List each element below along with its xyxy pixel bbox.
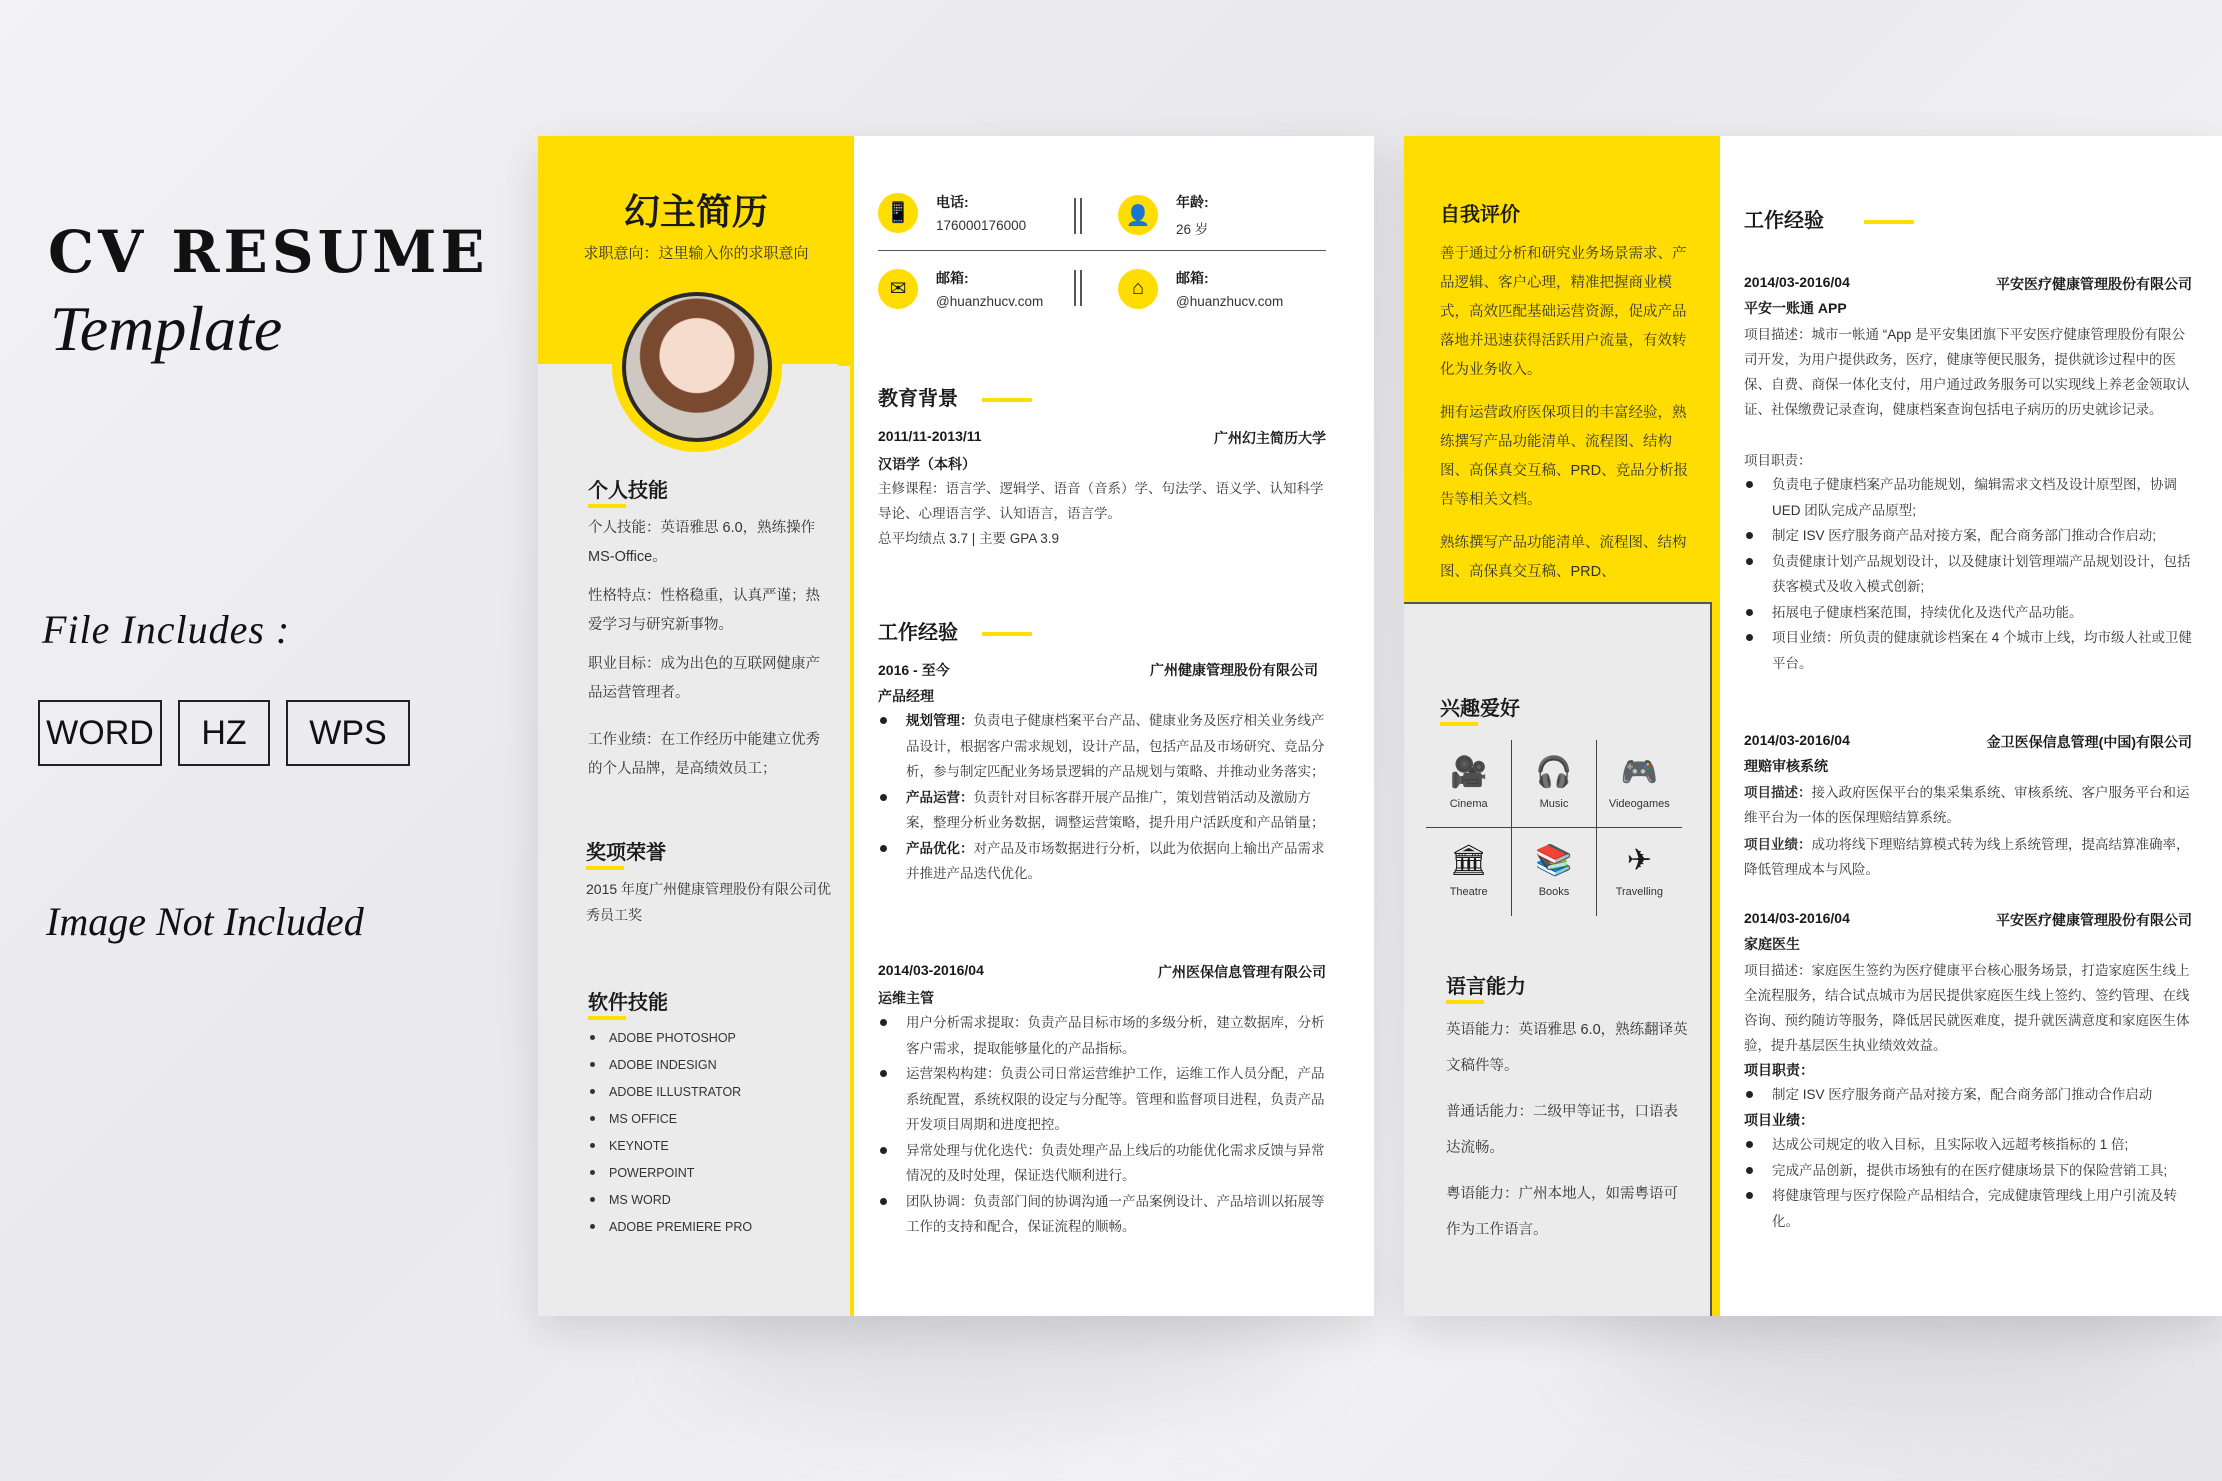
profile-photo — [626, 296, 768, 438]
list-item: 团队协调：负责部门间的协调沟通一产品案例设计、产品培训以拓展等工作的支持和配合，保证流程的顺畅。 — [878, 1189, 1326, 1240]
headphones-icon: 🎧 — [1535, 755, 1573, 789]
list-item: 运营架构构建：负责公司日常运营维护工作，运维工作人员分配，产品系统配置，系统权限的设定与分配等。管理和监督项目进程，负责产品开发项目周期和进度把控。 — [878, 1061, 1326, 1138]
list-item: 制定 ISV 医疗服务商产品对接方案，配合商务部门推动合作启动; — [1744, 523, 2192, 549]
hobby-theatre: 🏛 Theatre — [1449, 844, 1488, 898]
hobby-travelling: ✈ Travelling — [1615, 844, 1663, 898]
home-icon: ⌂ — [1118, 269, 1158, 309]
jobA-duties — [1744, 472, 2192, 676]
list-item: 项目业绩：所负责的健康就诊档案在 4 个城市上线，均市级人社或卫健平台。 — [1744, 625, 2192, 676]
jobC-desc: 项目描述：家庭医生签约为医疗健康平台核心服务场景，打造家庭医生线上全流程服务，结合试点城市为居民提供家庭医生线上签约、签约管理、在线咨询、预约随访等服务，降低居民就医难度，提升就医满意度和家庭医生体验，提升基层医生执业绩效效益。 — [1744, 963, 2190, 1053]
list-item: 负责健康计划产品规划设计，以及健康计划管理端产品规划设计，包括获客模式及收入模式创新; — [1744, 549, 2192, 600]
jobA-header: 2014/03-2016/04 平安医疗健康管理股份有限公司 — [1744, 274, 2192, 292]
list-item: 产品运营：负责针对目标客群开展产品推广，策划营销活动及激励方案，整理分析业务数据，调整运营策略，提升用户活跃度和产品销量； — [878, 785, 1326, 836]
resume-name: 幻主简历 — [623, 191, 768, 232]
promo-subtitle: Template — [50, 293, 283, 364]
jobA-desc: 项目描述：城市一帐通 “App 是平安集团旗下平安医疗健康管理股份有限公司开发，为用户提供政务，医疗，健康等便民服务，提供就诊过程中的医保、自费、商保一体化支付，用户通过政务服务可以实现线上养老金领取认证、社保缴费记录查询，健康档案查询包括电子病历的历史就诊记录。 — [1744, 327, 2190, 417]
skills-title: 个人技能 — [588, 474, 668, 503]
format-hz-badge: HZ — [178, 700, 270, 766]
format-list — [38, 700, 410, 766]
software-item: KEYNOTE — [590, 1132, 752, 1159]
airplane-icon: ✈ — [1626, 844, 1652, 877]
education-header: 2011/11-2013/11 广州幻主简历大学 — [878, 428, 1326, 446]
education-title: 教育背景 — [878, 382, 1032, 411]
skill-item: 工作业绩：在工作经历中能建立优秀的个人品牌，是高绩效员工； — [588, 732, 820, 777]
email2-value: @huanzhucv.com — [1176, 294, 1284, 309]
contact-phone: 📱 电话: 176000176000 — [878, 192, 1026, 233]
list-item: 用户分析需求提取：负责产品目标市场的多级分析，建立数据库，分析客户需求，提取能够量化的产品指标。 — [878, 1010, 1326, 1061]
contact-email: ✉ 邮箱: @huanzhucv.com — [878, 268, 1043, 309]
job2-role: 运维主管 — [878, 990, 934, 1006]
job2-header: 2014/03-2016/04 广州医保信息管理有限公司 — [878, 962, 1326, 980]
list-item: 将健康管理与医疗保险产品相结合，完成健康管理线上用户引流及转化。 — [1744, 1183, 2192, 1234]
phone-value: 176000176000 — [936, 218, 1027, 233]
camera-icon: 🎥 — [1449, 755, 1488, 789]
skill-item: 职业目标：成为出色的互联网健康产品运营管理者。 — [588, 656, 820, 701]
format-word-badge: WORD — [38, 700, 162, 766]
jobB-header: 2014/03-2016/04 金卫医保信息管理(中国)有限公司 — [1744, 732, 2192, 750]
hobby-title: 兴趣爱好 — [1440, 692, 1520, 721]
job-objective: 求职意向：这里输入你的求职意向 — [583, 245, 809, 262]
self-eval-text: 善于通过分析和研究业务场景需求、产品逻辑、客户心理，精准把握商业模式，高效匹配基础运营资源，促成产品落地并迅速获得活跃用户流量，有效转化为业务收入。 拥有运营政府医保项目的丰富经验，熟练撰写产品功能清单、流程图、结构图、高保真交互稿、PRD、竞品分析报告等相关文档。 熟练撰写产品功能清单、流程图、结构图、高保真交互稿、PRD、 — [1440, 246, 1689, 580]
software-title: 软件技能 — [588, 986, 668, 1015]
software-item: MS OFFICE — [590, 1105, 752, 1132]
work-title: 工作经验 — [878, 616, 1032, 645]
courses: 主修课程：语言学、逻辑学、语音（音系）学、句法学、语义学、认知科学导论、心理语言学、认知语言，语言学。 — [878, 481, 1324, 521]
jobC-perfs — [1744, 1132, 2192, 1234]
format-wps-badge: WPS — [286, 700, 410, 766]
person-icon: 👤 — [1118, 195, 1158, 235]
books-icon: 📚 — [1535, 844, 1573, 877]
skill-item: 性格特点：性格稳重，认真严谨；热爱学习与研究新事物。 — [588, 588, 820, 633]
jobC-duties — [1744, 1082, 2192, 1108]
awards-text: 2015 年度广州健康管理股份有限公司优秀员工奖 — [586, 881, 832, 923]
jobB-perf: 项目业绩：成功将线下理赔结算模式转为线上系统管理，提高结算准确率，降低管理成本与风险。 — [1744, 837, 2190, 877]
age-value: 26 岁 — [1176, 222, 1209, 237]
list-item: 异常处理与优化迭代：负责处理产品上线后的功能优化需求反馈与异常情况的及时处理，保证迭代顺利进行。 — [878, 1138, 1326, 1189]
work-title-2: 工作经验 — [1744, 204, 1914, 233]
jobB-project: 理赔审核系统 — [1744, 758, 1828, 774]
image-note: Image Not Included — [46, 899, 364, 944]
list-item: 规划管理：负责电子健康档案平台产品、健康业务及医疗相关业务线产品设计，根据客户需求规划，设计产品，包括产品及市场研究、竞品分析，参与制定匹配业务场景逻辑的产品规划与策略、并推动业务落实； — [878, 708, 1326, 785]
list-item: 产品优化：对产品及市场数据进行分析，以此为依据向上输出产品需求并推进产品迭代优化。 — [878, 836, 1326, 887]
hobby-music: 🎧 Music — [1511, 740, 1596, 828]
list-item: 达成公司规定的收入目标，且实际收入远超考核指标的 1 倍; — [1744, 1132, 2192, 1158]
email-value: @huanzhucv.com — [936, 294, 1044, 309]
software-item: ADOBE PHOTOSHOP — [590, 1024, 752, 1051]
job1-duties — [878, 708, 1326, 887]
jobA-project: 平安一账通 APP — [1744, 300, 1847, 316]
hobby-videogames: 🎮 Videogames — [1597, 740, 1682, 828]
job1-header: 2016 - 至今 广州健康管理股份有限公司 — [878, 662, 1318, 678]
file-includes-label: File Includes : — [42, 607, 291, 652]
awards-title: 奖项荣誉 — [586, 836, 666, 865]
list-item: 负责电子健康档案产品功能规划，编辑需求文档及设计原型图，协调 UED 团队完成产品原型; — [1744, 472, 2192, 523]
phone-icon: 📱 — [878, 193, 918, 233]
contact-age: 👤 年龄: 26 岁 — [1118, 192, 1209, 238]
software-item: ADOBE ILLUSTRATOR — [590, 1078, 752, 1105]
software-item: ADOBE INDESIGN — [590, 1051, 752, 1078]
jobB-desc: 项目描述：接入政府医保平台的集采集系统、审核系统、客户服务平台和运维平台为一体的医保理赔结算系统。 — [1744, 785, 2190, 825]
job1-role: 产品经理 — [878, 688, 934, 704]
software-item: POWERPOINT — [590, 1159, 752, 1186]
jobC-project: 家庭医生 — [1744, 936, 1800, 952]
software-list — [590, 1024, 752, 1240]
skills-list — [588, 514, 828, 794]
page2-main — [1744, 136, 2204, 1316]
mail-icon: ✉ — [878, 269, 918, 309]
language-title: 语言能力 — [1446, 970, 1526, 999]
avatar — [612, 282, 782, 452]
jobC-duty-label: 项目职责： — [1744, 1062, 1814, 1078]
jobC-header: 2014/03-2016/04 平安医疗健康管理股份有限公司 — [1744, 910, 2192, 928]
contact-email-2: ⌂ 邮箱: @huanzhucv.com — [1118, 268, 1283, 309]
software-item: MS WORD — [590, 1186, 752, 1213]
promo-title: CV RESUME — [48, 218, 489, 286]
gamepad-icon: 🎮 — [1620, 755, 1658, 789]
hobby-books: 📚 Books — [1511, 828, 1596, 916]
jobC-perf-label: 项目业绩： — [1744, 1112, 1814, 1128]
list-item: 制定 ISV 医疗服务商产品对接方案，配合商务部门推动合作启动 — [1744, 1082, 2192, 1108]
gpa: 总平均绩点 3.7 | 主要 GPA 3.9 — [878, 531, 1060, 546]
software-item: ADOBE PREMIERE PRO — [590, 1213, 752, 1240]
job2-duties — [878, 1010, 1326, 1240]
language-list: 英语能力：英语雅思 6.0，熟练翻译英文稿件等。 普通话能力：二级甲等证书，口语表达流畅。 粤语能力：广州本地人，如需粤语可作为工作语言。 — [1446, 1022, 1688, 1238]
list-item: 完成产品创新，提供市场独有的在医疗健康场景下的保险营销工具; — [1744, 1158, 2192, 1184]
skill-item: 个人技能：英语雅思 6.0，熟练操作MS-Office。 — [588, 520, 816, 565]
self-eval-title: 自我评价 — [1440, 198, 1520, 227]
resume-page-2 — [1404, 136, 2222, 1316]
jobA-duty-label: 项目职责： — [1744, 453, 1812, 468]
resume-page-1 — [538, 136, 1374, 1316]
hobby-cinema: 🎥 Cinema — [1426, 740, 1511, 828]
hobby-grid — [1426, 740, 1682, 916]
theatre-icon: 🏛 — [1449, 844, 1488, 877]
page1-main — [878, 136, 1348, 1316]
school-name: 广州幻主简历大学 — [1214, 430, 1326, 446]
list-item: 拓展电子健康档案范围，持续优化及迭代产品功能。 — [1744, 600, 2192, 626]
major: 汉语学（本科） — [878, 456, 976, 472]
promo-panel — [0, 0, 520, 1481]
